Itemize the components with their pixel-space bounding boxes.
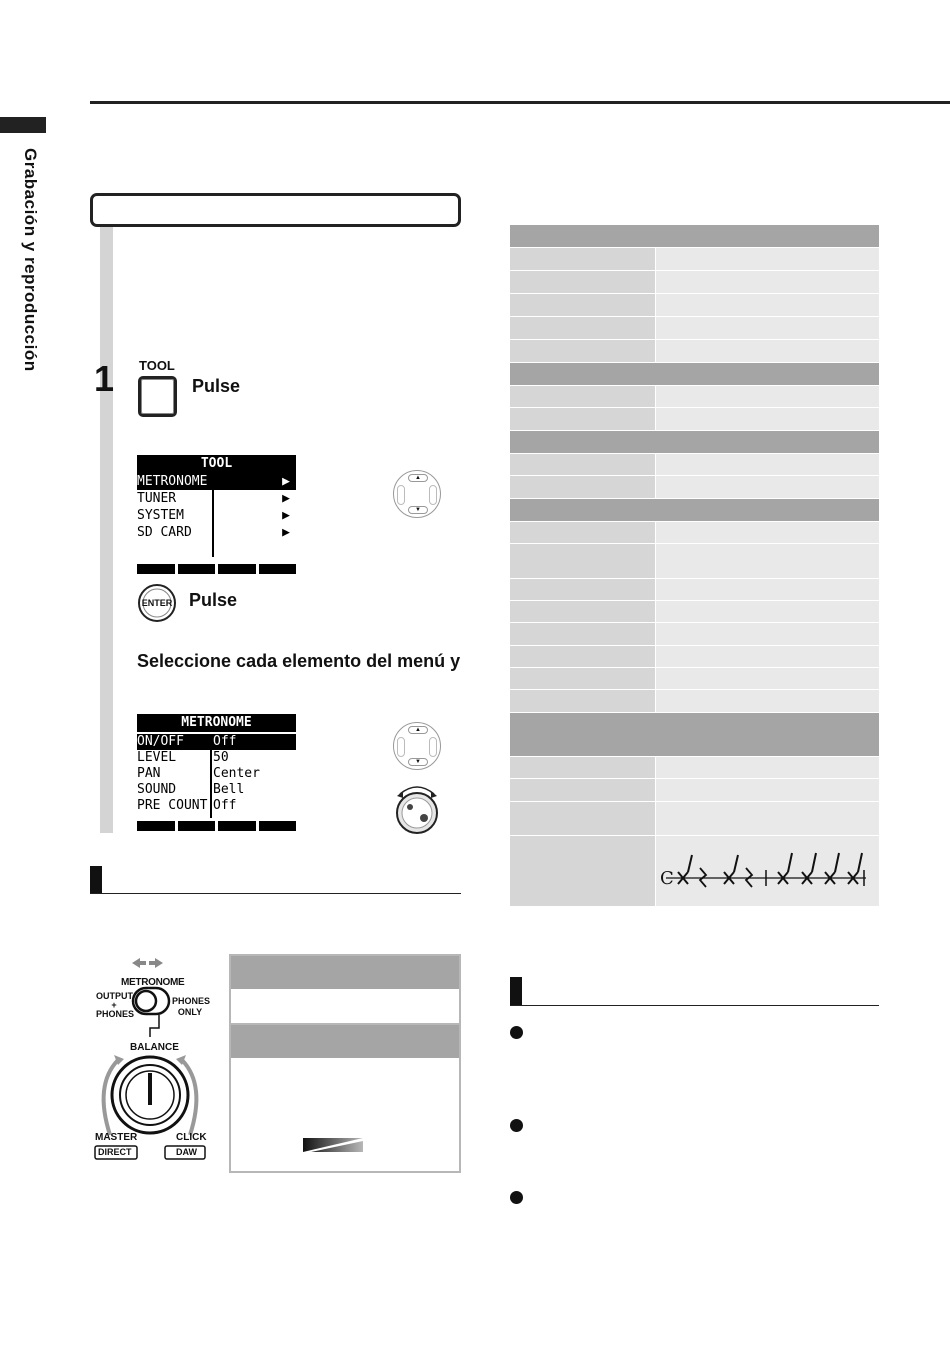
table-section-header xyxy=(510,713,879,757)
table-row xyxy=(510,340,879,363)
tool-menu-item: SYSTEM ▶ xyxy=(137,508,290,523)
cursor-keys-icon: ▲ ▼ xyxy=(393,470,441,518)
table-row xyxy=(510,836,879,906)
output-phones-label: OUTPUT + PHONES xyxy=(96,991,135,1019)
table-section-header xyxy=(510,225,879,248)
tool-button-label: TOOL xyxy=(139,358,175,373)
table-row xyxy=(510,757,879,779)
table-row xyxy=(510,623,879,646)
info-table-cell xyxy=(231,1058,459,1168)
balance-ramp-graphic xyxy=(303,1138,363,1152)
tool-button-icon xyxy=(138,376,177,417)
phones-only-label: PHONES ONLY xyxy=(172,996,211,1017)
metronome-row: LEVEL 50 xyxy=(137,750,229,765)
svg-text:C: C xyxy=(660,868,674,889)
section-heading-rule xyxy=(510,1005,879,1006)
section-heading-rule xyxy=(90,893,461,894)
metronome-control-panel xyxy=(90,955,222,1165)
metronome-settings-table xyxy=(510,225,879,906)
menu-arrow-icon: ▶ xyxy=(282,525,290,540)
menu-arrow-icon: ▶ xyxy=(282,508,290,523)
press-text-2: Pulse xyxy=(189,590,238,610)
bullet-icon xyxy=(510,1119,523,1132)
procedure-title-box xyxy=(90,193,461,227)
table-row xyxy=(510,690,879,713)
table-row xyxy=(510,522,879,544)
table-row xyxy=(510,386,879,408)
table-row xyxy=(510,802,879,836)
direct-label: DIRECT xyxy=(98,1147,132,1157)
tool-menu-item: TUNER ▶ xyxy=(137,491,290,506)
table-row xyxy=(510,668,879,690)
table-row xyxy=(510,779,879,802)
instruction-text: Seleccione cada elemento del menú y xyxy=(137,651,461,671)
dial-icon xyxy=(390,780,444,836)
table-row xyxy=(510,408,879,431)
click-label: CLICK xyxy=(176,1132,207,1143)
metronome-row: SOUND Bell xyxy=(137,782,245,797)
tool-lcd-screen xyxy=(137,455,296,574)
lcd-function-keys xyxy=(137,821,296,831)
section-heading-marker xyxy=(510,977,522,1006)
bullet-icon xyxy=(510,1191,523,1204)
balance-label: BALANCE xyxy=(130,1042,179,1053)
enter-button-label: ENTER xyxy=(141,598,173,608)
table-row xyxy=(510,544,879,579)
daw-label: DAW xyxy=(176,1147,197,1157)
menu-arrow-icon: ▶ xyxy=(282,474,290,489)
table-row xyxy=(510,579,879,601)
menu-arrow-icon: ▶ xyxy=(282,491,290,506)
section-heading-marker xyxy=(90,866,102,894)
tool-screen-title: TOOL xyxy=(137,455,296,473)
metronome-lcd-screen xyxy=(137,714,296,832)
info-table-header xyxy=(231,1025,459,1058)
table-section-header xyxy=(510,363,879,386)
table-row xyxy=(510,601,879,623)
metronome-row: PRE COUNT Off xyxy=(137,798,237,813)
table-section-header xyxy=(510,431,879,454)
top-rule xyxy=(90,101,950,104)
table-row xyxy=(510,294,879,317)
metronome-row: PAN Center xyxy=(137,766,260,781)
rhythm-notation-icon xyxy=(660,850,870,890)
bullet-icon xyxy=(510,1026,523,1039)
table-row xyxy=(510,248,879,271)
tool-menu-item: SD CARD ▶ xyxy=(137,525,290,540)
table-row xyxy=(510,317,879,340)
metronome-switch-label: METRONOME xyxy=(121,977,185,988)
info-table-header xyxy=(231,956,459,989)
cursor-keys-icon: ▲ ▼ xyxy=(393,722,441,770)
press-text: Pulse xyxy=(192,376,241,396)
procedure-side-bar xyxy=(100,227,113,833)
metronome-screen-title: METRONOME xyxy=(137,714,296,732)
master-label: MASTER xyxy=(95,1132,138,1143)
enter-button-icon xyxy=(137,583,177,623)
lcd-function-keys xyxy=(137,564,296,574)
table-row xyxy=(510,454,879,476)
table-row xyxy=(510,476,879,499)
step-number: 1 xyxy=(94,358,115,399)
metronome-row: ON/OFF Off xyxy=(137,734,296,750)
section-title-vertical: Grabación y reproducción xyxy=(21,148,40,372)
tool-menu-item: METRONOME ▶ xyxy=(137,473,296,490)
section-tab-marker xyxy=(0,117,46,133)
info-table-cell xyxy=(231,989,459,1025)
table-row xyxy=(510,271,879,294)
table-row xyxy=(510,646,879,668)
balance-info-table xyxy=(229,954,461,1173)
table-section-header xyxy=(510,499,879,522)
